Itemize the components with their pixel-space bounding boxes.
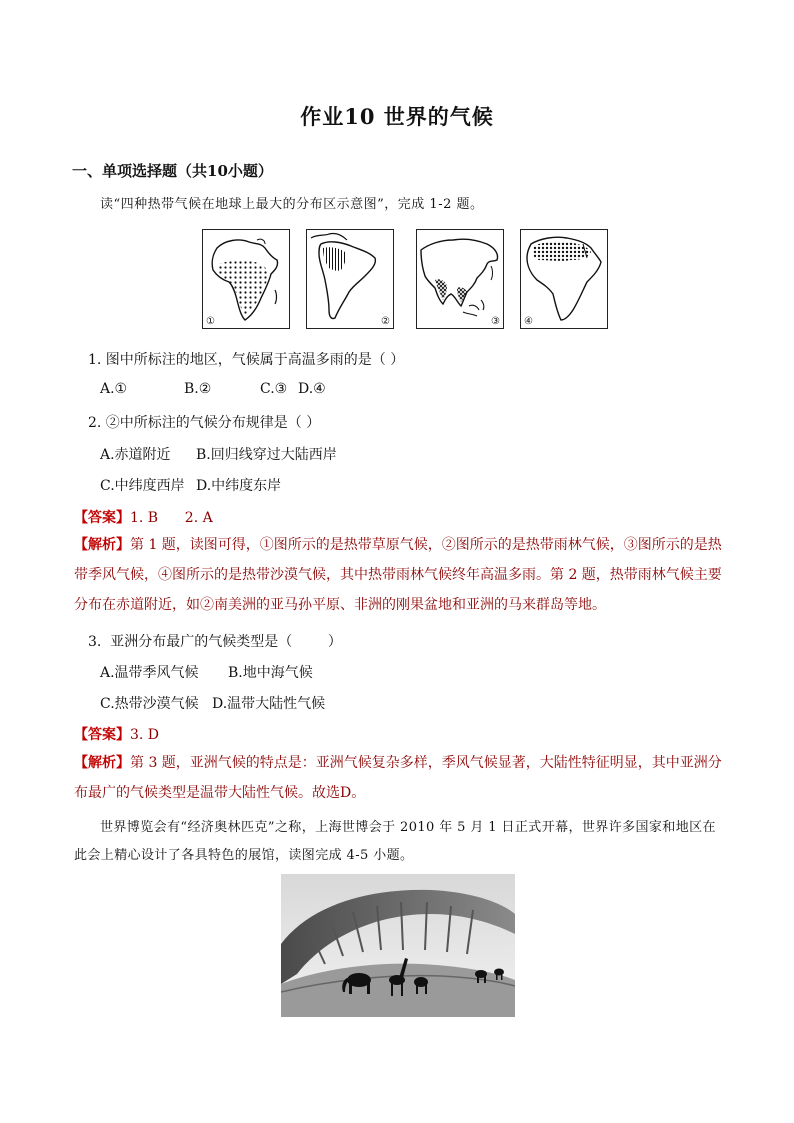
- question-3-options-row1: [100, 662, 313, 682]
- answer-3-tag: 【答案】: [74, 727, 130, 743]
- map-africa-savanna: [202, 229, 290, 329]
- map-label-3: ③: [491, 316, 500, 327]
- page-title: 作业10 世界的气候: [300, 104, 494, 129]
- option-3b[interactable]: B.地中海气候: [228, 665, 313, 681]
- option-1b[interactable]: B.②: [184, 381, 212, 397]
- map-africa-desert: [520, 229, 608, 329]
- analysis-3-tag: 【解析】: [74, 755, 130, 771]
- map-south-america-rainforest: [306, 229, 394, 329]
- answer-3-text: 3. D: [130, 727, 160, 743]
- analysis-tag: 【解析】: [74, 537, 130, 553]
- option-1c[interactable]: C.③: [260, 381, 288, 397]
- question-2-options-row2: [100, 475, 281, 495]
- answer-3: [74, 724, 159, 744]
- map-label-2: ②: [381, 316, 390, 327]
- analysis-3: [74, 748, 724, 808]
- answer-1-2: [74, 507, 213, 527]
- map-asia-monsoon: [416, 229, 504, 329]
- map-label-1: ①: [206, 316, 215, 327]
- intro-text-1: 读“四种热带气候在地球上最大的分布区示意图”，完成 1-2 题。: [100, 197, 484, 212]
- question-2-stem: 2. ②中所标注的气候分布规律是（ ）: [88, 415, 321, 431]
- question-3-stem: 3. 亚洲分布最广的气候类型是（ ）: [88, 634, 342, 650]
- option-1d[interactable]: D.④: [298, 381, 326, 397]
- option-2a[interactable]: A.赤道附近: [100, 447, 171, 463]
- intro-text-2: [74, 814, 724, 870]
- option-2b[interactable]: B.回归线穿过大陆西岸: [196, 447, 337, 463]
- intro-text-2-body: 世界博览会有“经济奥林匹克”之称，上海世博会于 2010 年 5 月 1 日正式开幕，世界许多国家和地区在此会上精心设计了各具特色的展馆，读图完成 4-5 小题。: [74, 820, 716, 863]
- question-2-options-row1: [100, 444, 337, 464]
- option-3d[interactable]: D.温带大陆性气候: [212, 696, 326, 712]
- africa-map-4-image: [521, 230, 607, 328]
- section-heading: 一、单项选择题（共10小题）: [72, 162, 273, 180]
- asia-map-image: [417, 230, 503, 328]
- south-america-map-image: [307, 230, 393, 328]
- analysis-1-2: [74, 530, 724, 620]
- africa-map-1-image: [203, 230, 289, 328]
- answer-tag: 【答案】: [74, 510, 130, 526]
- option-3c[interactable]: C.热带沙漠气候: [100, 696, 199, 712]
- option-1a[interactable]: A.①: [100, 381, 128, 397]
- expo-pavilion-photo: [281, 874, 515, 1017]
- analysis-3-text: 第 3 题，亚洲气候的特点是：亚洲气候复杂多样，季风气候显著，大陆性特征明显，其中亚洲分布最广的气候类型是温带大陆性气候。故选D。: [74, 755, 722, 801]
- climate-maps-figure: [202, 229, 608, 329]
- question-3-options-row2: [100, 693, 325, 713]
- pavilion-image: [281, 874, 515, 1017]
- question-1-stem: 1. 图中所标注的地区，气候属于高温多雨的是（ ）: [88, 352, 405, 368]
- option-2d[interactable]: D.中纬度东岸: [196, 478, 282, 494]
- question-1-options: [100, 381, 326, 397]
- option-3a[interactable]: A.温带季风气候: [100, 665, 199, 681]
- analysis-text: 第 1 题，读图可得，①图所示的是热带草原气候，②图所示的是热带雨林气候，③图所示的是热带季风气候，④图所示的是热带沙漠气候，其中热带雨林气候终年高温多雨。第 2 题，热带雨林气候主要分布在赤道附近，如②南美洲的亚马孙平原、非洲的刚果盆地和亚洲的马来群岛等地。: [74, 537, 722, 613]
- option-2c[interactable]: C.中纬度西岸: [100, 478, 185, 494]
- map-label-4: ④: [524, 316, 533, 327]
- answer-text: 1. B 2. A: [130, 510, 213, 526]
